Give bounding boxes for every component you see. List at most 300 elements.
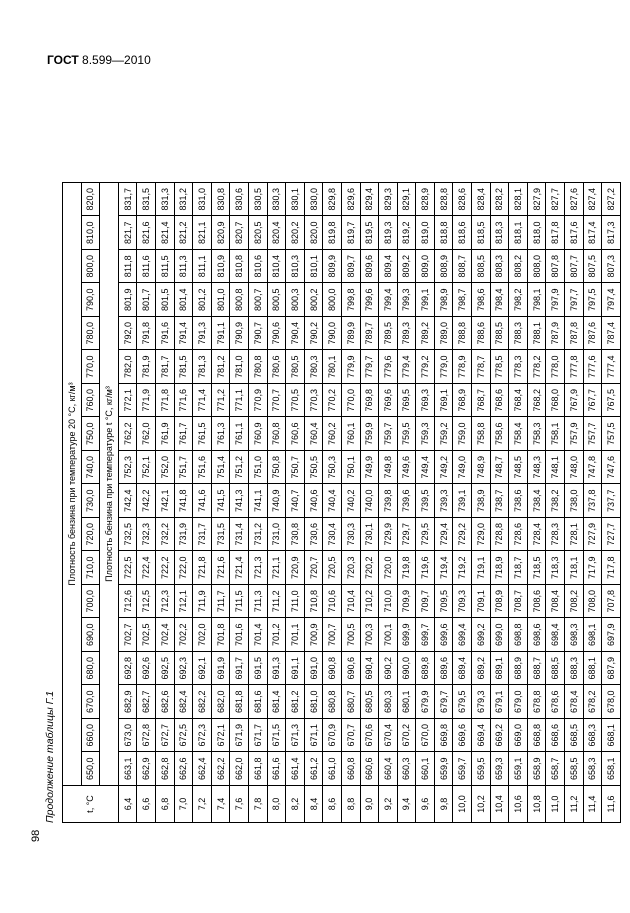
density-cell: 807,7	[565, 250, 584, 284]
density-cell: 681,0	[304, 685, 323, 719]
density-cell: 690,8	[323, 652, 342, 686]
density-cell: 760,8	[267, 417, 286, 451]
density-cell: 660,4	[379, 752, 398, 786]
density-cell: 778,3	[509, 350, 528, 384]
density-cell: 658,1	[602, 752, 621, 786]
density-cell: 790,7	[248, 317, 267, 351]
temperature-cell: 6,4	[118, 786, 137, 823]
density-cell: 801,5	[155, 283, 174, 317]
density-cell: 772,1	[118, 384, 137, 418]
table-row	[472, 183, 491, 823]
density-cell: 690,6	[341, 652, 360, 686]
density-cell: 761,9	[155, 417, 174, 451]
density-cell: 742,4	[118, 484, 137, 518]
density-cell: 729,5	[416, 518, 435, 552]
density-cell: 757,7	[583, 417, 602, 451]
density-cell: 728,4	[527, 518, 546, 552]
density-cell: 672,3	[193, 719, 212, 753]
density-cell: 800,8	[230, 283, 249, 317]
density-cell: 829,8	[323, 183, 342, 217]
density-cell: 820,4	[267, 216, 286, 250]
density-cell: 799,6	[360, 283, 379, 317]
density-cell: 798,7	[453, 283, 472, 317]
density-cell: 730,8	[286, 518, 305, 552]
density-cell: 691,1	[286, 652, 305, 686]
density-cell: 717,8	[602, 551, 621, 585]
density-cell: 759,9	[360, 417, 379, 451]
density-cell: 810,1	[304, 250, 323, 284]
density20-header: Плотность бензина при температуре 20 °С, кг/м³	[63, 183, 82, 786]
density-cell: 689,8	[416, 652, 435, 686]
header-number: 8.599—2010	[82, 53, 151, 67]
density-cell: 709,1	[472, 585, 491, 619]
density-cell: 659,9	[434, 752, 453, 786]
density-cell: 787,4	[602, 317, 621, 351]
density-cell: 738,6	[509, 484, 528, 518]
density-cell: 760,1	[341, 417, 360, 451]
density-cell: 698,3	[565, 618, 584, 652]
density-cell: 712,1	[174, 585, 193, 619]
density-cell: 768,0	[546, 384, 565, 418]
density-cell: 720,0	[379, 551, 398, 585]
density-cell: 762,0	[137, 417, 156, 451]
density-cell: 787,8	[565, 317, 584, 351]
density-cell: 758,3	[527, 417, 546, 451]
temperature-cell: 9,8	[434, 786, 453, 823]
density-cell: 663,1	[118, 752, 137, 786]
column-header: 720,0	[81, 518, 100, 552]
density-cell: 691,9	[211, 652, 230, 686]
temperature-cell: 9,2	[379, 786, 398, 823]
density-cell: 829,6	[341, 183, 360, 217]
density-cell: 721,6	[211, 551, 230, 585]
density-cell: 688,7	[527, 652, 546, 686]
density-cell: 808,5	[472, 250, 491, 284]
column-header: 680,0	[81, 652, 100, 686]
density-cell: 778,9	[453, 350, 472, 384]
column-header: 800,0	[81, 250, 100, 284]
density-cell: 790,0	[323, 317, 342, 351]
density-cell: 689,4	[453, 652, 472, 686]
temperature-cell: 8,6	[323, 786, 342, 823]
density-cell: 660,8	[341, 752, 360, 786]
density-cell: 771,4	[193, 384, 212, 418]
density-cell: 781,0	[230, 350, 249, 384]
density-cell: 759,7	[379, 417, 398, 451]
density-cell: 672,1	[211, 719, 230, 753]
density-cell: 672,8	[137, 719, 156, 753]
density-cell: 750,7	[286, 451, 305, 485]
density-cell: 709,5	[434, 585, 453, 619]
density-cell: 778,7	[472, 350, 491, 384]
density-cell: 797,7	[565, 283, 584, 317]
density-cell: 741,3	[230, 484, 249, 518]
page-number: 98	[30, 829, 42, 842]
table-container	[40, 73, 617, 863]
density-cell: 699,0	[490, 618, 509, 652]
density-cell: 717,9	[583, 551, 602, 585]
density-cell: 818,6	[453, 216, 472, 250]
density-cell: 760,6	[286, 417, 305, 451]
density-cell: 741,8	[174, 484, 193, 518]
density-cell: 821,2	[174, 216, 193, 250]
density-cell: 668,8	[527, 719, 546, 753]
density-cell: 807,8	[546, 250, 565, 284]
density-cell: 789,5	[379, 317, 398, 351]
density-cell: 728,6	[509, 518, 528, 552]
density-cell: 767,7	[583, 384, 602, 418]
density-cell: 769,5	[397, 384, 416, 418]
temperature-cell: 6,8	[155, 786, 174, 823]
density-cell: 698,8	[509, 618, 528, 652]
density-cell: 701,8	[211, 618, 230, 652]
density-cell: 751,7	[174, 451, 193, 485]
density-cell: 672,7	[155, 719, 174, 753]
density-cell: 699,6	[434, 618, 453, 652]
t-header: t, °C	[63, 786, 119, 823]
density-cell: 751,2	[230, 451, 249, 485]
density-cell: 682,6	[155, 685, 174, 719]
density-cell: 722,0	[174, 551, 193, 585]
density-cell: 750,5	[304, 451, 323, 485]
density-cell: 809,6	[360, 250, 379, 284]
density-cell: 771,1	[230, 384, 249, 418]
density-cell: 720,2	[360, 551, 379, 585]
density-cell: 660,3	[397, 752, 416, 786]
density-cell: 790,6	[267, 317, 286, 351]
density-cell: 690,4	[360, 652, 379, 686]
density-cell: 790,4	[286, 317, 305, 351]
density-cell: 690,0	[397, 652, 416, 686]
density-cell: 819,3	[379, 216, 398, 250]
density-cell: 798,9	[434, 283, 453, 317]
density-cell: 719,1	[472, 551, 491, 585]
density-cell: 782,0	[118, 350, 137, 384]
density-cell: 702,4	[155, 618, 174, 652]
table-row	[527, 183, 546, 823]
density-cell: 732,5	[118, 518, 137, 552]
density-cell: 679,3	[472, 685, 491, 719]
densityT-header: Плотность бензина при температуре t °С, кг/м³	[100, 183, 119, 786]
density-cell: 708,4	[546, 585, 565, 619]
density-cell: 818,0	[527, 216, 546, 250]
header-row-3	[100, 183, 119, 823]
table-caption: Продолжение таблицы Г.1	[44, 690, 56, 823]
density-cell: 678,4	[565, 685, 584, 719]
density-cell: 700,3	[360, 618, 379, 652]
table-row	[546, 183, 565, 823]
density-cell: 658,7	[546, 752, 565, 786]
density-cell: 780,3	[304, 350, 323, 384]
density-cell: 768,2	[527, 384, 546, 418]
density-cell: 807,3	[602, 250, 621, 284]
density-cell: 788,6	[472, 317, 491, 351]
density-cell: 669,2	[490, 719, 509, 753]
table-row	[341, 183, 360, 823]
density-cell: 750,1	[341, 451, 360, 485]
density-cell: 827,9	[527, 183, 546, 217]
density-cell: 819,8	[323, 216, 342, 250]
density-cell: 731,7	[193, 518, 212, 552]
density-cell: 817,3	[602, 216, 621, 250]
density-cell: 738,9	[472, 484, 491, 518]
density-cell: 702,7	[118, 618, 137, 652]
density-cell: 747,6	[602, 451, 621, 485]
density-cell: 681,6	[248, 685, 267, 719]
density-cell: 827,4	[583, 183, 602, 217]
density-cell: 769,6	[379, 384, 398, 418]
density-cell: 691,5	[248, 652, 267, 686]
density-cell: 660,1	[416, 752, 435, 786]
density-cell: 738,0	[565, 484, 584, 518]
density-cell: 721,8	[193, 551, 212, 585]
density-cell: 830,0	[304, 183, 323, 217]
density-cell: 752,3	[118, 451, 137, 485]
density-cell: 779,0	[434, 350, 453, 384]
density-cell: 771,6	[174, 384, 193, 418]
density-cell: 708,9	[490, 585, 509, 619]
density-cell: 701,6	[230, 618, 249, 652]
density-cell: 700,1	[379, 618, 398, 652]
density-cell: 711,3	[248, 585, 267, 619]
density-cell: 811,3	[174, 250, 193, 284]
density-cell: 709,9	[397, 585, 416, 619]
density-cell: 740,0	[360, 484, 379, 518]
density-cell: 718,3	[546, 551, 565, 585]
density-cell: 711,5	[230, 585, 249, 619]
density-cell: 668,3	[583, 719, 602, 753]
density-cell: 691,0	[304, 652, 323, 686]
density-cell: 661,2	[304, 752, 323, 786]
density-cell: 662,2	[211, 752, 230, 786]
density-cell: 828,9	[416, 183, 435, 217]
density-cell: 798,6	[472, 283, 491, 317]
column-header: 750,0	[81, 417, 100, 451]
density-cell: 831,2	[174, 183, 193, 217]
density-cell: 780,8	[248, 350, 267, 384]
density-cell: 711,0	[286, 585, 305, 619]
density-cell: 702,5	[137, 618, 156, 652]
density-cell: 771,9	[137, 384, 156, 418]
density-cell: 788,8	[453, 317, 472, 351]
density-cell: 828,1	[509, 183, 528, 217]
density-cell: 770,5	[286, 384, 305, 418]
density-cell: 728,8	[490, 518, 509, 552]
density-cell: 692,5	[155, 652, 174, 686]
density-cell: 708,2	[565, 585, 584, 619]
density-cell: 829,4	[360, 183, 379, 217]
density-cell: 688,3	[565, 652, 584, 686]
density-cell: 751,4	[211, 451, 230, 485]
table-row	[211, 183, 230, 823]
temperature-cell: 8,0	[267, 786, 286, 823]
density-cell: 828,4	[472, 183, 491, 217]
density-cell: 682,2	[193, 685, 212, 719]
density-cell: 729,4	[434, 518, 453, 552]
header-row-columns	[81, 183, 100, 823]
density-cell: 719,8	[397, 551, 416, 585]
density-cell: 669,0	[509, 719, 528, 753]
density-cell: 742,1	[155, 484, 174, 518]
density-cell: 692,6	[137, 652, 156, 686]
table-row	[509, 183, 528, 823]
density-cell: 670,0	[416, 719, 435, 753]
density-cell: 702,2	[174, 618, 193, 652]
density-cell: 701,2	[267, 618, 286, 652]
column-header: 770,0	[81, 350, 100, 384]
density-cell: 699,4	[453, 618, 472, 652]
density-cell: 738,2	[546, 484, 565, 518]
table-row	[453, 183, 472, 823]
rotated-table-area	[40, 73, 617, 863]
density-cell: 749,4	[416, 451, 435, 485]
density-cell: 710,8	[304, 585, 323, 619]
density-cell: 791,4	[174, 317, 193, 351]
density-cell: 787,9	[546, 317, 565, 351]
density-cell: 749,6	[397, 451, 416, 485]
density-cell: 820,0	[304, 216, 323, 250]
density-cell: 799,3	[397, 283, 416, 317]
density-cell: 702,0	[193, 618, 212, 652]
density-cell: 800,2	[304, 283, 323, 317]
table-row	[155, 183, 174, 823]
density-cell: 769,3	[416, 384, 435, 418]
density-cell: 800,7	[248, 283, 267, 317]
density-cell: 830,8	[211, 183, 230, 217]
density-cell: 698,6	[527, 618, 546, 652]
density-cell: 779,9	[341, 350, 360, 384]
density-cell: 680,3	[379, 685, 398, 719]
density-cell: 800,5	[267, 283, 286, 317]
density-cell: 739,8	[379, 484, 398, 518]
density-cell: 798,1	[527, 283, 546, 317]
density-cell: 732,2	[155, 518, 174, 552]
column-header: 740,0	[81, 451, 100, 485]
density-cell: 711,7	[211, 585, 230, 619]
density-cell: 721,3	[248, 551, 267, 585]
density-cell: 748,3	[527, 451, 546, 485]
density-cell: 819,0	[416, 216, 435, 250]
density-cell: 692,1	[193, 652, 212, 686]
density-cell: 748,1	[546, 451, 565, 485]
density-cell: 789,7	[360, 317, 379, 351]
density-cell: 781,5	[174, 350, 193, 384]
density-cell: 680,5	[360, 685, 379, 719]
density-cell: 811,5	[155, 250, 174, 284]
density-cell: 798,2	[509, 283, 528, 317]
density-cell: 741,5	[211, 484, 230, 518]
column-header: 650,0	[81, 752, 100, 786]
density-cell: 759,2	[434, 417, 453, 451]
header-row-1	[63, 183, 82, 823]
density-cell: 799,8	[341, 283, 360, 317]
density-cell: 669,8	[434, 719, 453, 753]
density-cell: 728,3	[546, 518, 565, 552]
density-cell: 739,6	[397, 484, 416, 518]
density-cell: 658,9	[527, 752, 546, 786]
density-cell: 801,2	[193, 283, 212, 317]
density-cell: 708,0	[583, 585, 602, 619]
density-cell: 670,6	[360, 719, 379, 753]
density-cell: 820,9	[211, 216, 230, 250]
density-cell: 679,7	[434, 685, 453, 719]
density-cell: 658,5	[565, 752, 584, 786]
density-cell: 737,8	[583, 484, 602, 518]
density-cell: 661,8	[248, 752, 267, 786]
density-cell: 661,0	[323, 752, 342, 786]
density-cell: 731,0	[267, 518, 286, 552]
density-cell: 781,2	[211, 350, 230, 384]
density-cell: 752,1	[137, 451, 156, 485]
density-cell: 771,2	[211, 384, 230, 418]
table-row	[416, 183, 435, 823]
density-cell: 759,0	[453, 417, 472, 451]
density-cell: 781,9	[137, 350, 156, 384]
density-cell: 731,5	[211, 518, 230, 552]
density-cell: 722,4	[137, 551, 156, 585]
density-cell: 679,9	[416, 685, 435, 719]
density-cell: 708,6	[527, 585, 546, 619]
density-cell: 730,4	[323, 518, 342, 552]
density-cell: 749,9	[360, 451, 379, 485]
table-body	[118, 183, 620, 823]
density-cell: 779,2	[416, 350, 435, 384]
density-cell: 678,0	[602, 685, 621, 719]
density-cell: 831,5	[137, 183, 156, 217]
table-row	[323, 183, 342, 823]
density-table	[62, 182, 621, 823]
density-cell: 760,2	[323, 417, 342, 451]
density-cell: 709,7	[416, 585, 435, 619]
density-cell: 709,3	[453, 585, 472, 619]
density-cell: 811,6	[137, 250, 156, 284]
density-cell: 711,9	[193, 585, 212, 619]
density-cell: 807,5	[583, 250, 602, 284]
density-cell: 781,3	[193, 350, 212, 384]
density-cell: 809,0	[416, 250, 435, 284]
density-cell: 770,7	[267, 384, 286, 418]
density-cell: 699,2	[472, 618, 491, 652]
density-cell: 788,5	[490, 317, 509, 351]
density-cell: 689,1	[490, 652, 509, 686]
density-cell: 679,5	[453, 685, 472, 719]
density-cell: 729,0	[472, 518, 491, 552]
column-header: 780,0	[81, 317, 100, 351]
density-cell: 777,6	[583, 350, 602, 384]
density-cell: 740,2	[341, 484, 360, 518]
density-cell: 817,8	[546, 216, 565, 250]
density-cell: 828,6	[453, 183, 472, 217]
table-row	[137, 183, 156, 823]
density-cell: 817,4	[583, 216, 602, 250]
density-cell: 831,7	[118, 183, 137, 217]
density-cell: 729,9	[379, 518, 398, 552]
temperature-cell: 11,6	[602, 786, 621, 823]
density-cell: 700,9	[304, 618, 323, 652]
density-cell: 780,1	[323, 350, 342, 384]
density-cell: 801,9	[118, 283, 137, 317]
density-cell: 662,8	[155, 752, 174, 786]
density-cell: 727,7	[602, 518, 621, 552]
density-cell: 831,0	[193, 183, 212, 217]
density-cell: 810,9	[211, 250, 230, 284]
column-header: 760,0	[81, 384, 100, 418]
density-cell: 752,0	[155, 451, 174, 485]
density-cell: 741,1	[248, 484, 267, 518]
density-cell: 797,4	[602, 283, 621, 317]
temperature-cell: 7,6	[230, 786, 249, 823]
density-cell: 821,1	[193, 216, 212, 250]
